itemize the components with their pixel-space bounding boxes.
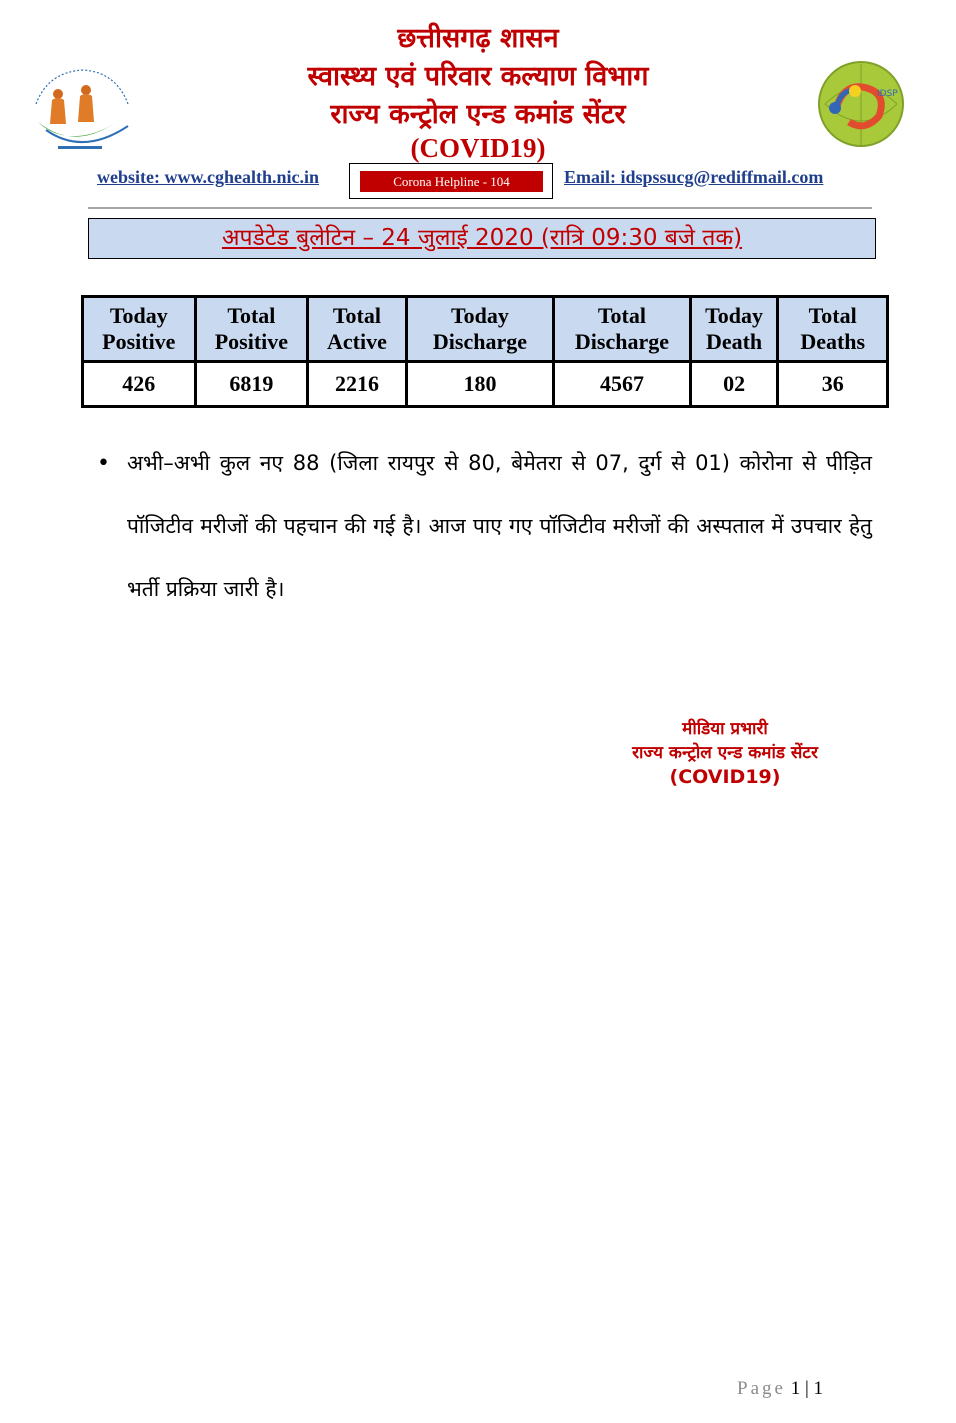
value-total-deaths: 36 xyxy=(778,362,888,407)
header-today-death: Today Death xyxy=(690,297,778,362)
value-today-death: 02 xyxy=(690,362,778,407)
center-title: राज्य कन्ट्रोल एन्ड कमांड सेंटर xyxy=(330,99,626,130)
signature-covid: (COVID19) xyxy=(669,766,781,788)
table-header-row xyxy=(83,297,888,362)
email-link[interactable]: Email: idspssucg@rediffmail.com xyxy=(564,167,824,187)
bulletin-text: अभी–अभी कुल नए 88 (जिला रायपुर से 80, बेमेतरा से 07, दुर्ग से 01) कोरोना से पीड़ित पॉजिटीव मरीजों की पहचान की गई है। आज पाए गए पॉजिटीव मरीजों की अस्पताल में उपचार हेतु भर्ती प्रक्रिया जारी है। xyxy=(127,451,872,601)
idsp-logo xyxy=(805,60,917,150)
header-today-positive: Today Positive xyxy=(83,297,196,362)
value-total-active: 2216 xyxy=(308,362,407,407)
government-title: छत्तीसगढ़ शासन xyxy=(397,23,559,54)
bulletin-paragraph xyxy=(97,432,872,621)
idsp-logo-text: IDSP xyxy=(877,89,898,99)
signature-role: मीडिया प्रभारी xyxy=(682,719,768,739)
header-total-deaths: Total Deaths xyxy=(778,297,888,362)
health-department-logo xyxy=(28,64,138,154)
header-total-active: Total Active xyxy=(308,297,407,362)
page-footer xyxy=(737,1378,823,1400)
value-total-positive: 6819 xyxy=(195,362,308,407)
table-values-row xyxy=(83,362,888,407)
covid-stats-table xyxy=(81,295,889,408)
header-today-discharge: Today Discharge xyxy=(406,297,553,362)
value-total-discharge: 4567 xyxy=(554,362,691,407)
bulletin-title: अपडेटेड बुलेटिन – 24 जुलाई 2020 (रात्रि 09:30 बजे तक) xyxy=(221,225,743,251)
header-total-positive: Total Positive xyxy=(195,297,308,362)
helpline-badge: Corona Helpline - 104 xyxy=(360,171,543,192)
value-today-discharge: 180 xyxy=(406,362,553,407)
page-label: Page xyxy=(737,1378,786,1399)
department-title: स्वास्थ्य एवं परिवार कल्याण विभाग xyxy=(307,61,649,92)
covid-title: (COVID19) xyxy=(410,133,546,163)
signature-center: राज्य कन्ट्रोल एन्ड कमांड सेंटर xyxy=(632,743,818,763)
header-divider xyxy=(88,207,872,209)
helpline-box xyxy=(349,163,553,199)
website-link[interactable]: website: www.cghealth.nic.in xyxy=(97,167,319,187)
bulletin-banner xyxy=(88,218,876,259)
page-number: 1 | 1 xyxy=(790,1378,823,1399)
bullet-icon: • xyxy=(97,451,110,476)
header-total-discharge: Total Discharge xyxy=(554,297,691,362)
value-today-positive: 426 xyxy=(83,362,196,407)
